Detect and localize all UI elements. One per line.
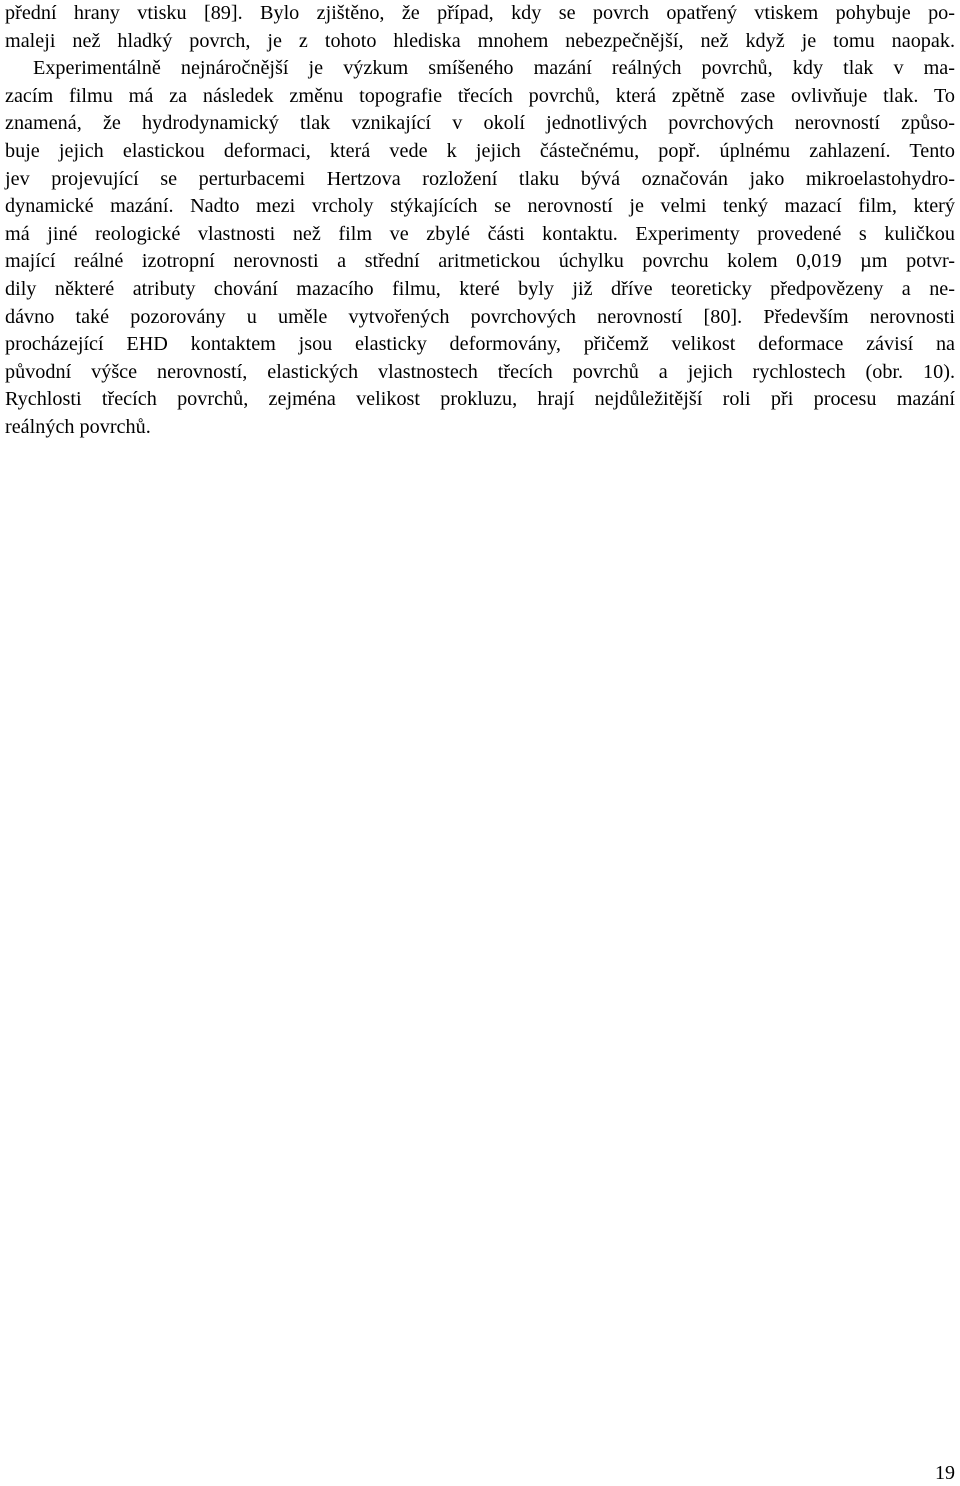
text-line: původní výšce nerovností, elastických vlastnostech třecích povrchů a jejich rychlostech (obr. 10). xyxy=(5,360,955,383)
text-line: buje jejich elastickou deformaci, která vede k jejich částečnému, popř. úplnému zahlazení. Tento xyxy=(5,139,955,162)
text-line: dynamické mazání. Nadto mezi vrcholy stýkajících se nerovností je velmi tenký mazací film, který xyxy=(5,195,955,218)
text-line: Experimentálně nejnáročnější je výzkum smíšeného mazání reálných povrchů, kdy tlak v ma- xyxy=(33,57,955,80)
text-line: mající reálné izotropní nerovnosti a střední aritmetickou úchylku povrchu kolem 0,019 µm potvr- xyxy=(5,250,955,273)
text-line: dávno také pozorovány u uměle vytvořených povrchových nerovností [80]. Především nerovnosti xyxy=(5,305,955,328)
body-text xyxy=(5,0,955,442)
text-line: reálných povrchů. xyxy=(5,415,151,438)
text-line: má jiné reologické vlastnosti než film ve zbylé části kontaktu. Experimenty provedené s kuličkou xyxy=(5,222,955,245)
text-line: zacím filmu má za následek změnu topografie třecích povrchů, která zpětně zase ovlivňuje tlak. To xyxy=(5,84,955,107)
text-line: přední hrany vtisku [89]. Bylo zjištěno, že případ, kdy se povrch opatřený vtiskem pohybuje po- xyxy=(5,2,955,24)
text-line: Rychlosti třecích povrchů, zejména velikost prokluzu, hrají nejdůležitější roli při procesu mazání xyxy=(5,388,955,411)
page-number: 19 xyxy=(935,1462,955,1484)
text-line: jev projevující se perturbacemi Hertzova rozložení tlaku bývá označován jako mikroelastohydro- xyxy=(5,167,955,190)
text-line: maleji než hladký povrch, je z tohoto hlediska mnohem nebezpečnější, než když je tomu naopak. xyxy=(5,29,955,52)
text-line: dily některé atributy chování mazacího filmu, které byly již dříve teoreticky předpovězeny a ne- xyxy=(5,277,955,300)
text-line: procházející EHD kontaktem jsou elasticky deformovány, přičemž velikost deformace závisí na xyxy=(5,333,955,356)
text-line: znamená, že hydrodynamický tlak vznikající v okolí jednotlivých povrchových nerovností způso- xyxy=(5,112,955,135)
